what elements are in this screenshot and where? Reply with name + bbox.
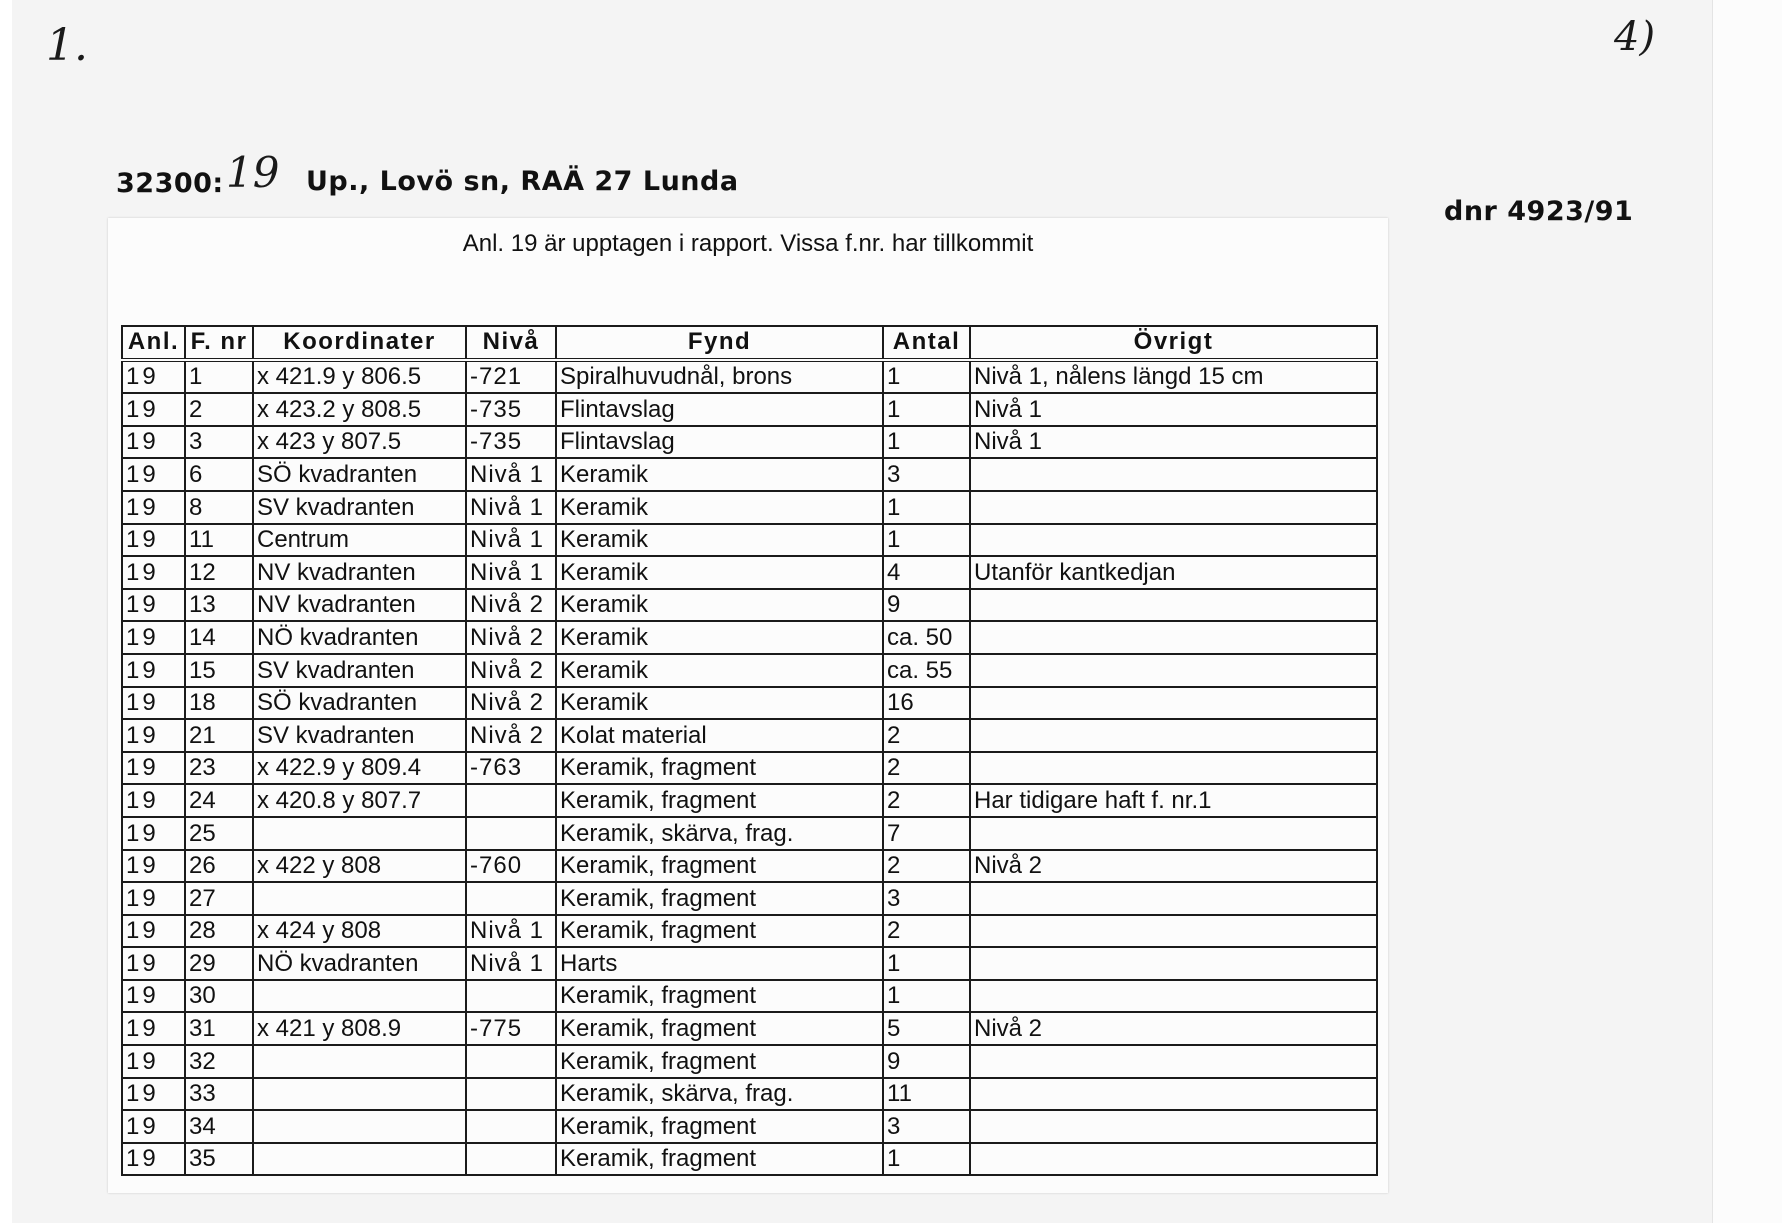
cell-fynd: Keramik, skärva, frag. — [556, 817, 883, 850]
cell-fynd: Keramik — [556, 524, 883, 557]
cell-anl: 19 — [122, 426, 185, 459]
cell-anl: 19 — [122, 980, 185, 1013]
cell-ovrigt — [970, 1045, 1377, 1078]
column-header-koordinater: Koordinater — [253, 326, 466, 360]
cell-anl: 19 — [122, 1143, 185, 1176]
handwritten-page-mark: 1. — [46, 20, 88, 71]
cell-niva: -763 — [466, 752, 556, 785]
cell-niva — [466, 882, 556, 915]
table-row — [122, 491, 1377, 524]
cell-f-nr: 33 — [185, 1078, 253, 1111]
cell-f-nr: 35 — [185, 1143, 253, 1176]
cell-koordinater: SÖ kvadranten — [253, 458, 466, 491]
cell-koordinater — [253, 817, 466, 850]
cell-koordinater: Centrum — [253, 524, 466, 557]
cell-koordinater — [253, 882, 466, 915]
handwritten-sheet-number: 4) — [1614, 14, 1656, 60]
table-row — [122, 1143, 1377, 1176]
card-edge — [1712, 0, 1782, 1223]
cell-fynd: Keramik, fragment — [556, 784, 883, 817]
cell-niva: Nivå 1 — [466, 915, 556, 948]
cell-antal: ca. 55 — [883, 654, 970, 687]
cell-f-nr: 24 — [185, 784, 253, 817]
cell-anl: 19 — [122, 556, 185, 589]
cell-anl: 19 — [122, 1110, 185, 1143]
cell-antal: 4 — [883, 556, 970, 589]
cell-niva — [466, 784, 556, 817]
cell-fynd: Flintavslag — [556, 393, 883, 426]
cell-fynd: Keramik — [556, 654, 883, 687]
cell-koordinater: x 421.9 y 806.5 — [253, 360, 466, 394]
cell-f-nr: 26 — [185, 850, 253, 883]
cell-ovrigt — [970, 458, 1377, 491]
table-row — [122, 458, 1377, 491]
cell-fynd: Keramik, skärva, frag. — [556, 1078, 883, 1111]
cell-anl: 19 — [122, 1045, 185, 1078]
table-row — [122, 882, 1377, 915]
table-row — [122, 556, 1377, 589]
cell-anl: 19 — [122, 458, 185, 491]
cell-anl: 19 — [122, 882, 185, 915]
cell-fynd: Keramik, fragment — [556, 850, 883, 883]
table-row — [122, 621, 1377, 654]
column-header-antal: Antal — [883, 326, 970, 360]
cell-antal: 1 — [883, 491, 970, 524]
cell-niva: Nivå 2 — [466, 719, 556, 752]
cell-ovrigt — [970, 817, 1377, 850]
cell-koordinater — [253, 1143, 466, 1176]
table-row — [122, 719, 1377, 752]
cell-ovrigt — [970, 687, 1377, 720]
cell-ovrigt — [970, 752, 1377, 785]
column-header-niva: Nivå — [466, 326, 556, 360]
cell-niva: Nivå 2 — [466, 589, 556, 622]
table-row — [122, 817, 1377, 850]
cell-niva: Nivå 2 — [466, 654, 556, 687]
cell-ovrigt — [970, 1143, 1377, 1176]
cell-antal: 1 — [883, 360, 970, 394]
cell-fynd: Keramik, fragment — [556, 1012, 883, 1045]
cell-koordinater: NÖ kvadranten — [253, 621, 466, 654]
cell-ovrigt — [970, 1078, 1377, 1111]
cell-f-nr: 18 — [185, 687, 253, 720]
cell-antal: ca. 50 — [883, 621, 970, 654]
table-row — [122, 654, 1377, 687]
cell-ovrigt — [970, 719, 1377, 752]
cell-niva — [466, 980, 556, 1013]
cell-niva — [466, 1078, 556, 1111]
cell-fynd: Keramik, fragment — [556, 980, 883, 1013]
cell-niva: Nivå 1 — [466, 491, 556, 524]
cell-anl: 19 — [122, 817, 185, 850]
cell-fynd: Flintavslag — [556, 426, 883, 459]
cell-fynd: Keramik, fragment — [556, 915, 883, 948]
cell-antal: 2 — [883, 752, 970, 785]
table-row — [122, 360, 1377, 394]
cell-fynd: Harts — [556, 947, 883, 980]
cell-f-nr: 15 — [185, 654, 253, 687]
cell-koordinater — [253, 1078, 466, 1111]
cell-f-nr: 29 — [185, 947, 253, 980]
cell-anl: 19 — [122, 687, 185, 720]
cell-f-nr: 3 — [185, 426, 253, 459]
cell-niva: -775 — [466, 1012, 556, 1045]
table-row — [122, 1012, 1377, 1045]
cell-niva — [466, 1045, 556, 1078]
cell-koordinater: x 423.2 y 808.5 — [253, 393, 466, 426]
cell-anl: 19 — [122, 621, 185, 654]
table-row — [122, 524, 1377, 557]
cell-koordinater: NV kvadranten — [253, 589, 466, 622]
table-row — [122, 784, 1377, 817]
cell-ovrigt: Nivå 2 — [970, 850, 1377, 883]
cell-koordinater: x 422 y 808 — [253, 850, 466, 883]
cell-antal: 11 — [883, 1078, 970, 1111]
cell-koordinater: SV kvadranten — [253, 491, 466, 524]
cell-antal: 3 — [883, 1110, 970, 1143]
cell-ovrigt: Nivå 2 — [970, 1012, 1377, 1045]
cell-niva: Nivå 1 — [466, 556, 556, 589]
cell-niva: -735 — [466, 393, 556, 426]
cell-anl: 19 — [122, 784, 185, 817]
cell-ovrigt — [970, 491, 1377, 524]
cell-f-nr: 21 — [185, 719, 253, 752]
cell-fynd: Keramik, fragment — [556, 752, 883, 785]
pasted-sheet — [108, 218, 1388, 1193]
cell-antal: 1 — [883, 524, 970, 557]
cell-f-nr: 13 — [185, 589, 253, 622]
cell-fynd: Kolat material — [556, 719, 883, 752]
cell-f-nr: 1 — [185, 360, 253, 394]
cell-antal: 1 — [883, 426, 970, 459]
cell-ovrigt: Har tidigare haft f. nr.1 — [970, 784, 1377, 817]
cell-fynd: Keramik — [556, 458, 883, 491]
cell-anl: 19 — [122, 752, 185, 785]
cell-anl: 19 — [122, 915, 185, 948]
cell-niva — [466, 1110, 556, 1143]
column-header-ovrigt: Övrigt — [970, 326, 1377, 360]
cell-antal: 1 — [883, 1143, 970, 1176]
cell-f-nr: 25 — [185, 817, 253, 850]
cell-niva: Nivå 1 — [466, 458, 556, 491]
table-row — [122, 915, 1377, 948]
cell-koordinater: x 424 y 808 — [253, 915, 466, 948]
column-header-anl: Anl. — [122, 326, 185, 360]
cell-anl: 19 — [122, 850, 185, 883]
cell-koordinater — [253, 1110, 466, 1143]
cell-koordinater: x 420.8 y 807.7 — [253, 784, 466, 817]
cell-f-nr: 30 — [185, 980, 253, 1013]
cell-f-nr: 32 — [185, 1045, 253, 1078]
cell-ovrigt — [970, 654, 1377, 687]
cell-koordinater: x 422.9 y 809.4 — [253, 752, 466, 785]
cell-koordinater: NÖ kvadranten — [253, 947, 466, 980]
cell-niva: Nivå 1 — [466, 947, 556, 980]
cell-antal: 2 — [883, 850, 970, 883]
cell-fynd: Keramik — [556, 556, 883, 589]
column-header-fynd: Fynd — [556, 326, 883, 360]
cell-niva — [466, 817, 556, 850]
cell-antal: 2 — [883, 915, 970, 948]
cell-fynd: Keramik — [556, 621, 883, 654]
cell-anl: 19 — [122, 1012, 185, 1045]
cell-niva: Nivå 2 — [466, 687, 556, 720]
table-row — [122, 1078, 1377, 1111]
cell-fynd: Keramik, fragment — [556, 1143, 883, 1176]
cell-anl: 19 — [122, 654, 185, 687]
cell-ovrigt — [970, 589, 1377, 622]
cell-antal: 2 — [883, 784, 970, 817]
cell-ovrigt — [970, 621, 1377, 654]
cell-anl: 19 — [122, 360, 185, 394]
cell-ovrigt: Nivå 1 — [970, 393, 1377, 426]
cell-f-nr: 6 — [185, 458, 253, 491]
cell-fynd: Keramik, fragment — [556, 882, 883, 915]
table-row — [122, 980, 1377, 1013]
cell-ovrigt — [970, 915, 1377, 948]
cell-f-nr: 8 — [185, 491, 253, 524]
cell-niva: -735 — [466, 426, 556, 459]
cell-f-nr: 27 — [185, 882, 253, 915]
cell-antal: 7 — [883, 817, 970, 850]
cell-koordinater: x 423 y 807.5 — [253, 426, 466, 459]
cell-koordinater: x 421 y 808.9 — [253, 1012, 466, 1045]
finds-table — [121, 325, 1378, 1176]
cell-antal: 16 — [883, 687, 970, 720]
cell-f-nr: 11 — [185, 524, 253, 557]
cell-fynd: Keramik — [556, 687, 883, 720]
cell-antal: 9 — [883, 1045, 970, 1078]
table-row — [122, 393, 1377, 426]
table-row — [122, 850, 1377, 883]
cell-niva — [466, 1143, 556, 1176]
cell-koordinater — [253, 1045, 466, 1078]
diary-number: dnr 4923/91 — [1444, 196, 1634, 227]
cell-anl: 19 — [122, 947, 185, 980]
table-body — [122, 360, 1377, 1176]
cell-koordinater: SÖ kvadranten — [253, 687, 466, 720]
cell-antal: 3 — [883, 458, 970, 491]
cell-anl: 19 — [122, 491, 185, 524]
table-row — [122, 752, 1377, 785]
cell-niva: -721 — [466, 360, 556, 394]
cell-anl: 19 — [122, 719, 185, 752]
cell-anl: 19 — [122, 589, 185, 622]
cell-ovrigt: Utanför kantkedjan — [970, 556, 1377, 589]
table-row — [122, 589, 1377, 622]
cell-antal: 9 — [883, 589, 970, 622]
cell-antal: 2 — [883, 719, 970, 752]
cell-ovrigt — [970, 524, 1377, 557]
sheet-note: Anl. 19 är upptagen i rapport. Vissa f.nr. har tillkommit — [462, 230, 1034, 257]
table-row — [122, 426, 1377, 459]
cell-koordinater: SV kvadranten — [253, 654, 466, 687]
cell-f-nr: 2 — [185, 393, 253, 426]
cell-fynd: Spiralhuvudnål, brons — [556, 360, 883, 394]
cell-ovrigt: Nivå 1, nålens längd 15 cm — [970, 360, 1377, 394]
cell-antal: 5 — [883, 1012, 970, 1045]
site-designation: Up., Lovö sn, RAÄ 27 Lunda — [306, 166, 739, 197]
cell-fynd: Keramik, fragment — [556, 1110, 883, 1143]
cell-antal: 1 — [883, 947, 970, 980]
table-row — [122, 687, 1377, 720]
cell-f-nr: 28 — [185, 915, 253, 948]
archive-code: 32300: — [116, 168, 224, 199]
cell-f-nr: 14 — [185, 621, 253, 654]
cell-fynd: Keramik — [556, 589, 883, 622]
cell-koordinater: NV kvadranten — [253, 556, 466, 589]
column-header-f-nr: F. nr — [185, 326, 253, 360]
cell-koordinater — [253, 980, 466, 1013]
cell-ovrigt: Nivå 1 — [970, 426, 1377, 459]
cell-koordinater: SV kvadranten — [253, 719, 466, 752]
cell-fynd: Keramik — [556, 491, 883, 524]
cell-f-nr: 34 — [185, 1110, 253, 1143]
cell-fynd: Keramik, fragment — [556, 1045, 883, 1078]
cell-antal: 3 — [883, 882, 970, 915]
table-row — [122, 1110, 1377, 1143]
cell-antal: 1 — [883, 393, 970, 426]
table-row — [122, 947, 1377, 980]
cell-niva: Nivå 2 — [466, 621, 556, 654]
cell-anl: 19 — [122, 1078, 185, 1111]
cell-f-nr: 12 — [185, 556, 253, 589]
cell-ovrigt — [970, 947, 1377, 980]
cell-anl: 19 — [122, 524, 185, 557]
cell-f-nr: 31 — [185, 1012, 253, 1045]
table-header-row — [122, 326, 1377, 360]
table-row — [122, 1045, 1377, 1078]
cell-anl: 19 — [122, 393, 185, 426]
cell-niva: -760 — [466, 850, 556, 883]
cell-niva: Nivå 1 — [466, 524, 556, 557]
cell-ovrigt — [970, 1110, 1377, 1143]
handwritten-card-number: 19 — [226, 148, 280, 197]
cell-ovrigt — [970, 882, 1377, 915]
cell-f-nr: 23 — [185, 752, 253, 785]
cell-antal: 1 — [883, 980, 970, 1013]
cell-ovrigt — [970, 980, 1377, 1013]
